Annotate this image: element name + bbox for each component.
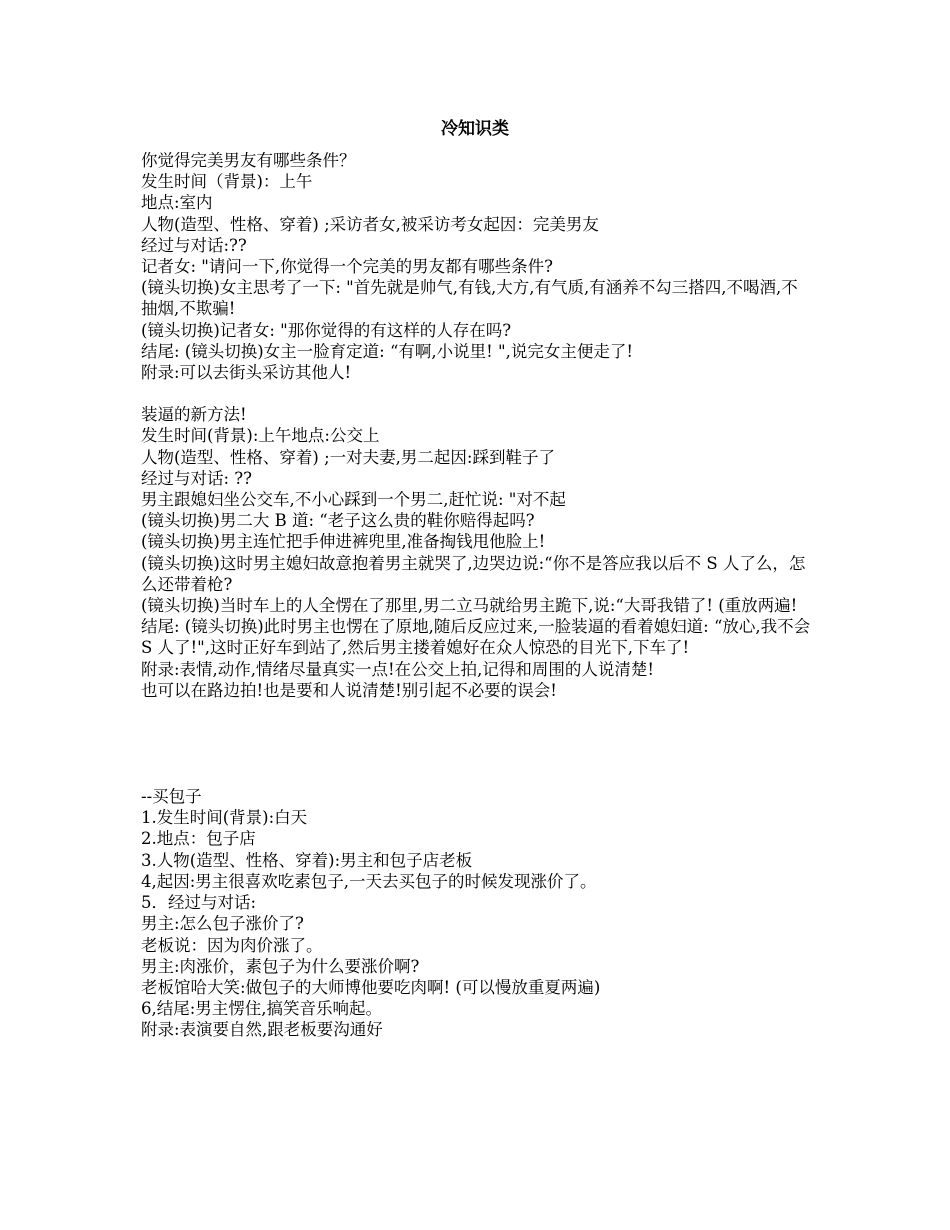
section-spacer — [141, 383, 811, 404]
text-line: 老板馆哈大笑:做包子的大师博他要吃肉啊! (可以慢放重夏两遍) — [141, 977, 601, 997]
text-line: 发生时间（背景)：上午 — [141, 172, 313, 192]
text-line: 附录:表情,动作,情绪尽量真实一点!在公交上拍,记得和周围的人说清楚! — [141, 659, 655, 679]
text-line: (镜头切换)记者女: "那你觉得的有这样的人存在吗? — [141, 320, 512, 340]
text-line: 5．经过与对话: — [141, 893, 257, 913]
text-line: 附录:可以去街头采访其他人! — [141, 363, 352, 383]
text-line: 2.地点：包子店 — [141, 829, 256, 849]
text-line: (镜头切换)男二大 B 道: “老子这么贵的鞋你赔得起吗? — [141, 511, 535, 531]
text-line: 人物(造型、性格、穿着) ;一对夫妻,男二起因:踩到鞋子了 — [141, 447, 555, 467]
text-line: --买包子 — [141, 787, 202, 807]
section-spacer — [141, 701, 811, 786]
text-line: 地点:室内 — [141, 193, 213, 213]
text-line: (镜头切换)女主思考了一下: "首先就是帅气,有钱,大方,有气质,有涵养不勾三搭四,不喝酒,不抽烟,不欺骗! — [141, 278, 798, 319]
text-line: 4,起因:男主很喜欢吃素包子,一天去买包子的时候发现涨价了。 — [141, 871, 597, 891]
text-line: 6,结尾:男主愣住,搞笑音乐响起。 — [141, 999, 383, 1019]
section-buying-buns — [141, 786, 811, 1040]
text-line: 男主:肉涨价，素包子为什么要涨价啊? — [141, 956, 420, 976]
text-line: 老板说：因为肉价涨了。 — [141, 935, 323, 955]
text-line: 结尾: (镜头切换)女主一脸育定道: “有啊,小说里! ",说完女主便走了! — [141, 341, 634, 361]
text-line: 经过与对话:?? — [141, 235, 247, 255]
text-line: 也可以在路边拍!也是要和人说清楚!别引起不必要的误会! — [141, 680, 557, 700]
section-perfect-boyfriend — [141, 150, 811, 383]
text-line: 附录:表演要自然,跟老板要沟通好 — [141, 1020, 383, 1040]
document-title: 冷知识类 — [441, 119, 509, 139]
text-line: 经过与对话: ?? — [141, 468, 252, 488]
section-new-way-to-show-off — [141, 404, 811, 701]
document-body — [141, 150, 811, 1041]
text-line: 男主:怎么包子涨价了? — [141, 914, 304, 934]
text-line: 男主跟媳妇坐公交车,不小心踩到一个男二,赶忙说: "对不起 — [141, 490, 566, 510]
text-line: (镜头切换)当时车上的人全愣在了那里,男二立马就给男主跪下,说:“大哥我错了! (重放两遍! — [141, 596, 798, 616]
text-line: 你觉得完美男友有哪些条件？ — [141, 151, 356, 170]
text-line: 1.发生时间(背景):白天 — [141, 808, 308, 828]
text-line: (镜头切换)男主连忙把手伸进裤兜里,准备掏钱甩他脸上! — [141, 532, 546, 552]
text-line: (镜头切换)这时男主媳妇故意抱着男主就哭了,边哭边说:“你不是答应我以后不 S 人了么，怎么还带着枪? — [141, 553, 806, 594]
text-line: 记者女: "请问一下,你觉得一个完美的男友都有哪些条件? — [141, 257, 553, 277]
text-line: 发生时间(背景):上午地点:公交上 — [141, 426, 380, 446]
text-line: 人物(造型、性格、穿着) ;采访者女,被采访考女起因：完美男友 — [141, 214, 599, 234]
text-line: 3.人物(造型、性格、穿着):男主和包子店老板 — [141, 850, 473, 870]
text-line: 结尾: (镜头切换)此时男主也愣在了原地,随后反应过来,一脸装逼的看着媳妇道: “放心,我不会 S 人了!",这时正好车到站了,然后男主搂着媳好在众人惊恐的目光下,下车了! — [141, 617, 811, 658]
text-line: 装逼的新方法! — [141, 405, 247, 425]
